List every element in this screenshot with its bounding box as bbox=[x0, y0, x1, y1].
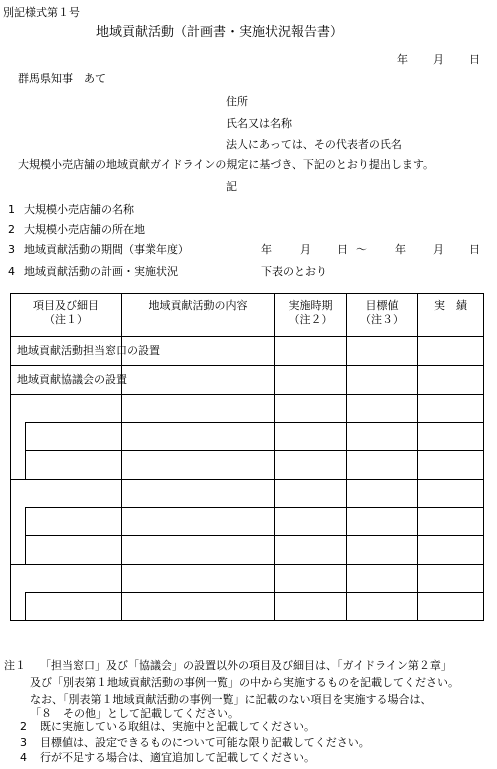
col-line-4 bbox=[417, 294, 418, 620]
period-start-month: 月 bbox=[300, 243, 311, 256]
intro-text: 大規模小売店舗の地域貢献ガイドラインの規定に基づき、下記のとおり提出します。 bbox=[18, 158, 435, 171]
submitter-address: 住所 bbox=[226, 95, 248, 108]
header-timing-note: （注２） bbox=[288, 313, 333, 326]
indent-line-1 bbox=[25, 422, 26, 479]
note-1-line-2: 及び「別表第１地域貢献活動の事例一覧」の中から実施するものを記載してください。 bbox=[30, 676, 459, 689]
period-end-year: 年 bbox=[395, 243, 406, 256]
subrow-line-1b bbox=[25, 450, 483, 451]
item-3-num: 3 bbox=[8, 243, 15, 256]
ki-label: 記 bbox=[226, 180, 237, 193]
subrow-line-1a bbox=[25, 422, 483, 423]
note-3-num: 3 bbox=[20, 736, 27, 749]
date-year: 年 bbox=[397, 53, 408, 66]
period-tilde: 〜 bbox=[356, 243, 367, 256]
item-1-label: 大規模小売店舗の名称 bbox=[24, 203, 134, 216]
period-start-year: 年 bbox=[261, 243, 272, 256]
period-end-day: 日 bbox=[469, 243, 480, 256]
subrow-line-3a bbox=[25, 592, 483, 593]
note-1-line-1: 「担当窓口」及び「協議会」の設置以外の項目及び細目は、「ガイドライン第２章」 bbox=[40, 659, 452, 672]
col-line-2 bbox=[274, 294, 275, 620]
header-item-note: （注１） bbox=[44, 313, 88, 326]
row-line-group2 bbox=[11, 479, 483, 480]
row-line-1 bbox=[11, 365, 483, 366]
page-title: 地域貢献活動（計画書・実施状況報告書） bbox=[96, 25, 344, 40]
header-item-label: 項目及び細目 bbox=[33, 299, 99, 312]
header-target-label: 目標値 bbox=[365, 299, 399, 312]
row-council: 地域貢献協議会の設置 bbox=[17, 373, 127, 386]
item-1-num: 1 bbox=[8, 203, 15, 216]
note-4-num: 4 bbox=[20, 751, 27, 764]
period-end-month: 月 bbox=[433, 243, 444, 256]
item-4-label: 地域貢献活動の計画・実施状況 bbox=[24, 265, 178, 278]
header-timing bbox=[275, 299, 346, 327]
activity-table bbox=[10, 293, 484, 621]
submitter-name: 氏名又は名称 bbox=[226, 117, 292, 130]
table-reference: 下表のとおり bbox=[261, 265, 327, 278]
header-target bbox=[347, 299, 417, 327]
col-line-3 bbox=[346, 294, 347, 620]
note-2-num: 2 bbox=[20, 720, 27, 733]
subrow-line-2a bbox=[25, 507, 483, 508]
subrow-line-2b bbox=[25, 535, 483, 536]
item-2-label: 大規模小売店舗の所在地 bbox=[24, 223, 145, 236]
date-day: 日 bbox=[469, 53, 480, 66]
note-3-text: 目標値は、設定できるものについて可能な限り記載してください。 bbox=[40, 736, 370, 749]
note-1-label: 注１ bbox=[4, 659, 26, 672]
header-target-note: （注３） bbox=[360, 313, 404, 326]
date-month: 月 bbox=[433, 53, 444, 66]
header-item bbox=[11, 299, 121, 327]
row-contact-point: 地域貢献活動担当窓口の設置 bbox=[17, 344, 160, 357]
note-4-text: 行が不足する場合は、適宜追加して記載してください。 bbox=[40, 751, 315, 764]
header-content-label: 地域貢献活動の内容 bbox=[148, 299, 248, 312]
indent-line-2 bbox=[25, 507, 26, 564]
header-result bbox=[418, 299, 483, 313]
addressee: 群馬県知事 あて bbox=[18, 72, 106, 85]
period-start-day: 日 bbox=[337, 243, 348, 256]
item-2-num: 2 bbox=[8, 223, 15, 236]
item-3-label: 地域貢献活動の期間（事業年度） bbox=[24, 243, 189, 256]
submitter-representative: 法人にあっては、その代表者の氏名 bbox=[226, 138, 402, 151]
item-4-num: 4 bbox=[8, 265, 15, 278]
note-1-line-4: 「８ その他」として記載してください。 bbox=[30, 707, 239, 720]
row-line-header bbox=[11, 336, 483, 337]
row-line-group3 bbox=[11, 564, 483, 565]
note-1-line-3: なお、「別表第１地域貢献活動の事例一覧」に記載のない項目を実施する場合は、 bbox=[30, 693, 432, 706]
header-result-label: 実 績 bbox=[434, 299, 467, 312]
form-number: 別記様式第１号 bbox=[3, 6, 80, 19]
header-content bbox=[122, 299, 274, 313]
header-timing-label: 実施時期 bbox=[288, 299, 333, 312]
note-2-text: 既に実施している取組は、実施中と記載してください。 bbox=[40, 720, 315, 733]
indent-line-3 bbox=[25, 592, 26, 620]
row-line-2 bbox=[11, 394, 483, 395]
